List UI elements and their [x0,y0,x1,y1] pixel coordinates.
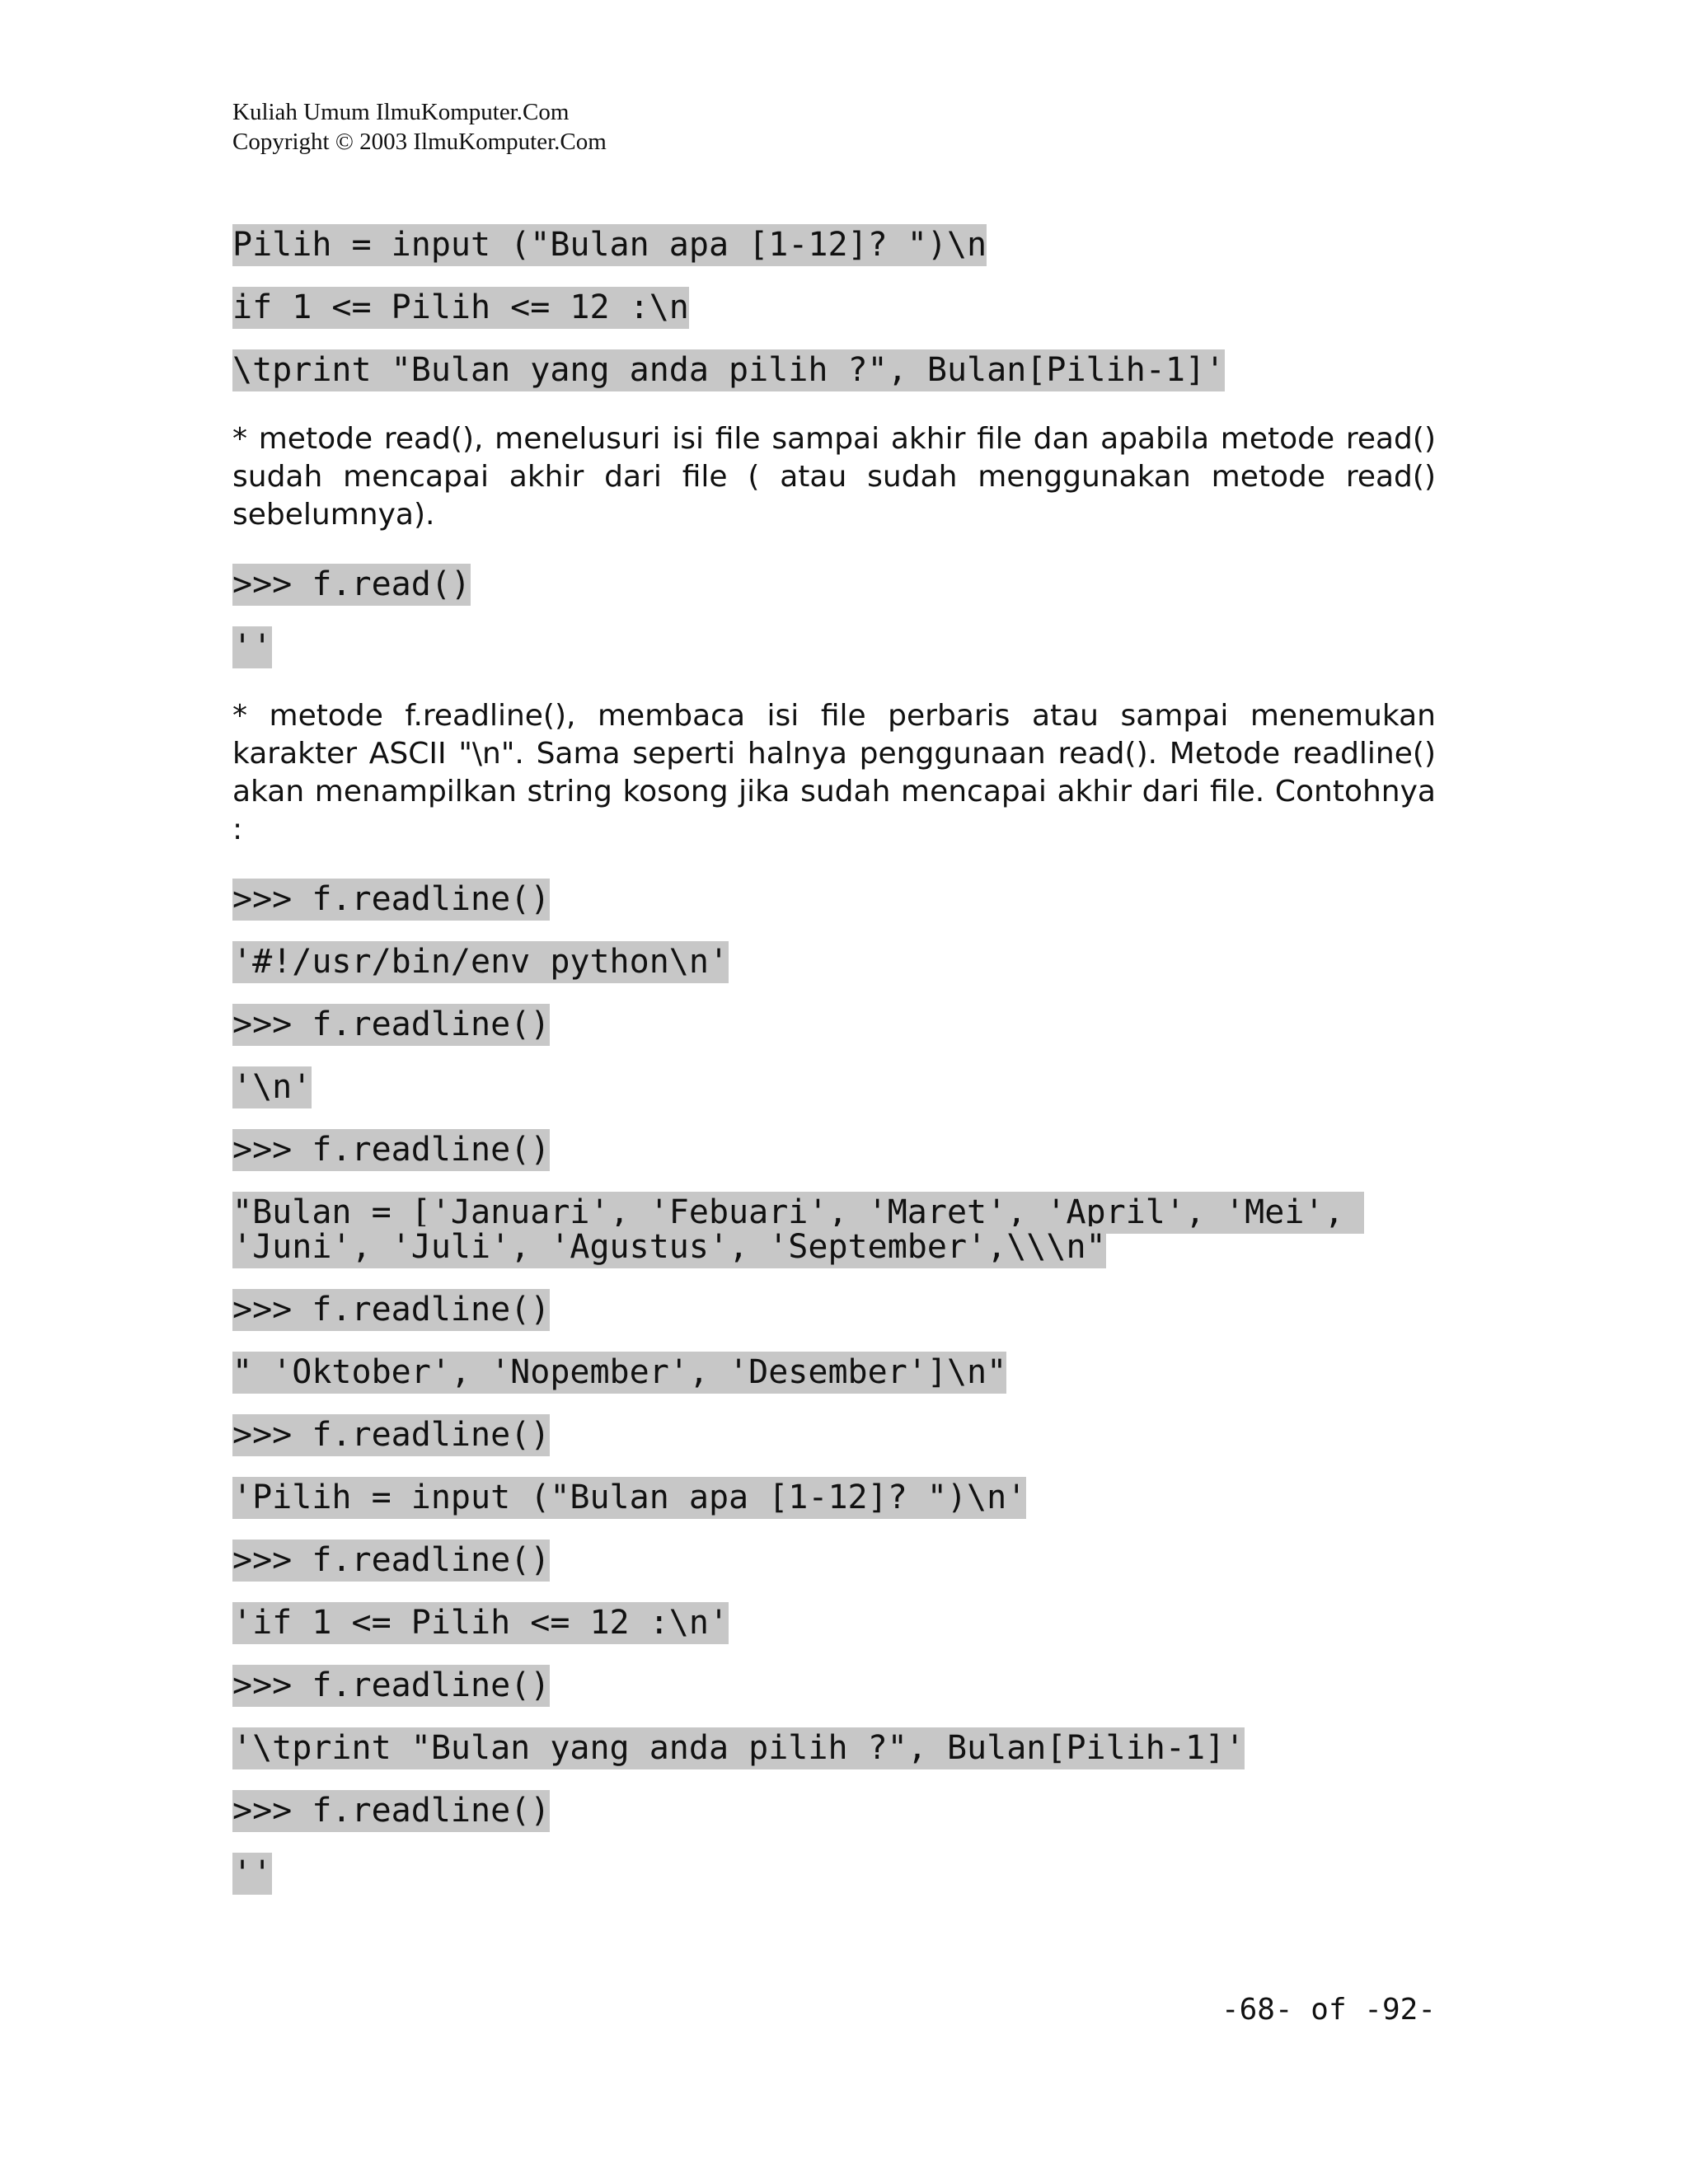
header-line-2: Copyright © 2003 IlmuKomputer.Com [232,129,607,155]
code-line [232,1132,1436,1167]
code-line [232,630,1436,664]
code-line [232,1355,1436,1390]
code-line [232,1480,1436,1515]
code-line [232,1605,1436,1640]
code-text: 'if 1 <= Pilih <= 12 :\n' [232,1602,729,1644]
code-text: >>> f.readline() [232,1414,550,1456]
code-text: >>> f.readline() [232,1790,550,1832]
code-line [232,1292,1436,1327]
code-line [232,290,1436,325]
code-text: " 'Oktober', 'Nopember', 'Desember']\n" [232,1352,1006,1394]
code-line [232,353,1436,387]
code-line [232,227,1436,262]
page-header [232,97,607,157]
code-line [232,567,1436,602]
code-line [232,1543,1436,1577]
code-text: "Bulan = ['Januari', 'Febuari', 'Maret', 'April', 'Mei', 'Juni', 'Juli', 'Agustus', 'September',\\\n" [232,1192,1364,1268]
code-text: >>> f.readline() [232,1540,550,1582]
header-line-1: Kuliah Umum IlmuKomputer.Com [232,99,570,125]
code-text: '\tprint "Bulan yang anda pilih ?", Bulan[Pilih-1]' [232,1727,1245,1769]
code-text: >>> f.read() [232,564,471,606]
code-line [232,1007,1436,1042]
code-line [232,1731,1436,1765]
code-line [232,1195,1436,1264]
code-text: if 1 <= Pilih <= 12 :\n [232,287,689,329]
code-text: Pilih = input ("Bulan apa [1-12]? ")\n [232,224,987,266]
code-line [232,1793,1436,1828]
code-text: \tprint "Bulan yang anda pilih ?", Bulan[Pilih-1]' [232,349,1225,391]
code-text: 'Pilih = input ("Bulan apa [1-12]? ")\n' [232,1477,1026,1519]
code-text: >>> f.readline() [232,879,550,921]
code-line [232,1070,1436,1104]
code-line [232,1668,1436,1703]
code-text: >>> f.readline() [232,1129,550,1171]
paragraph-read: * metode read(), menelusuri isi file sampai akhir file dan apabila metode read() sudah mencapai akhir dari file ( atau sudah menggunakan metode read() sebelumnya). [232,422,1436,532]
code-line [232,882,1436,916]
code-text: >>> f.readline() [232,1665,550,1707]
page-content [232,227,1436,1891]
code-text: >>> f.readline() [232,1004,550,1046]
code-text: '' [232,1853,272,1895]
code-text: >>> f.readline() [232,1289,550,1331]
code-line [232,1418,1436,1452]
code-text: '\n' [232,1066,312,1108]
code-line [232,1856,1436,1891]
code-line [232,944,1436,979]
paragraph-readline: * metode f.readline(), membaca isi file perbaris atau sampai menemukan karakter ASCII "\n". Sama seperti halnya penggunaan read(). Metode readline() akan menampilkan string kosong jika sudah mencapai akhir dari file. Contohnya : [232,699,1436,846]
code-text: '' [232,626,272,668]
code-text: '#!/usr/bin/env python\n' [232,941,729,983]
page-number: -68- of -92- [1221,1993,1436,2027]
